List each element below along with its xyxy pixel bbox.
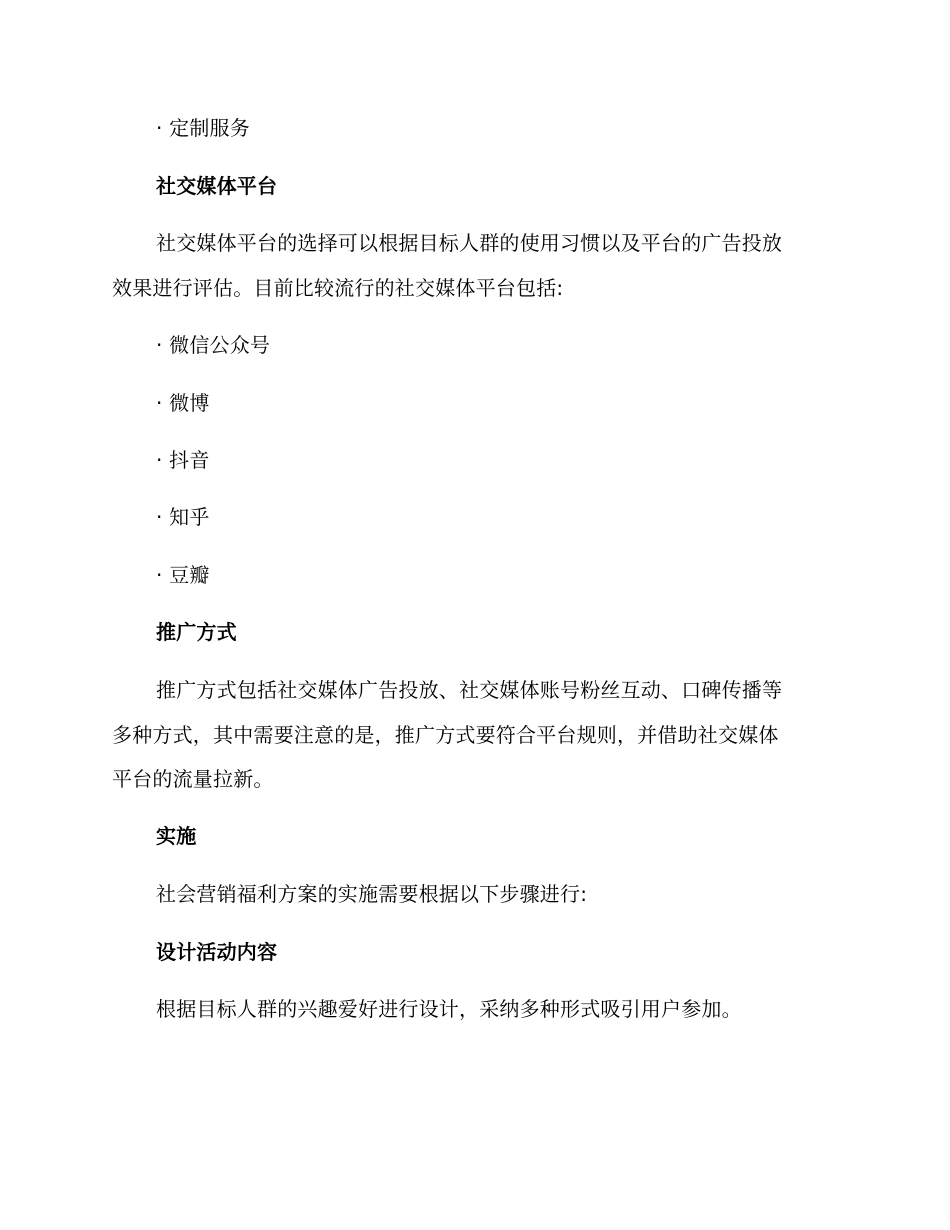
paragraph-promotion-line-3: 平台的流量拉新。 (112, 767, 274, 791)
heading-social-media-platform: 社交媒体平台 (156, 174, 278, 198)
paragraph-promotion-line-1: 推广方式包括社交媒体广告投放、社交媒体账号粉丝互动、口碑传播等 (156, 678, 783, 702)
list-item-zhihu: · 知乎 (156, 505, 210, 529)
list-item-weibo: · 微博 (156, 391, 210, 415)
heading-promotion-method: 推广方式 (156, 620, 237, 644)
paragraph-implementation: 社会营销福利方案的实施需要根据以下步骤进行: (156, 882, 588, 906)
paragraph-design-activity: 根据目标人群的兴趣爱好进行设计，采纳多种形式吸引用户参加。 (156, 997, 742, 1021)
paragraph-platform-line-1: 社交媒体平台的选择可以根据目标人群的使用习惯以及平台的广告投放 (156, 231, 783, 255)
list-item-douyin: · 抖音 (156, 448, 210, 472)
list-item-custom-service: · 定制服务 (156, 116, 250, 140)
paragraph-promotion-line-2: 多种方式，其中需要注意的是，推广方式要符合平台规则，并借助社交媒体 (112, 723, 779, 747)
list-item-wechat: · 微信公众号 (156, 333, 271, 357)
paragraph-platform-line-2: 效果进行评估。目前比较流行的社交媒体平台包括: (112, 276, 564, 300)
heading-implementation: 实施 (156, 824, 197, 848)
heading-design-activity: 设计活动内容 (156, 940, 278, 964)
list-item-douban: · 豆瓣 (156, 563, 210, 587)
